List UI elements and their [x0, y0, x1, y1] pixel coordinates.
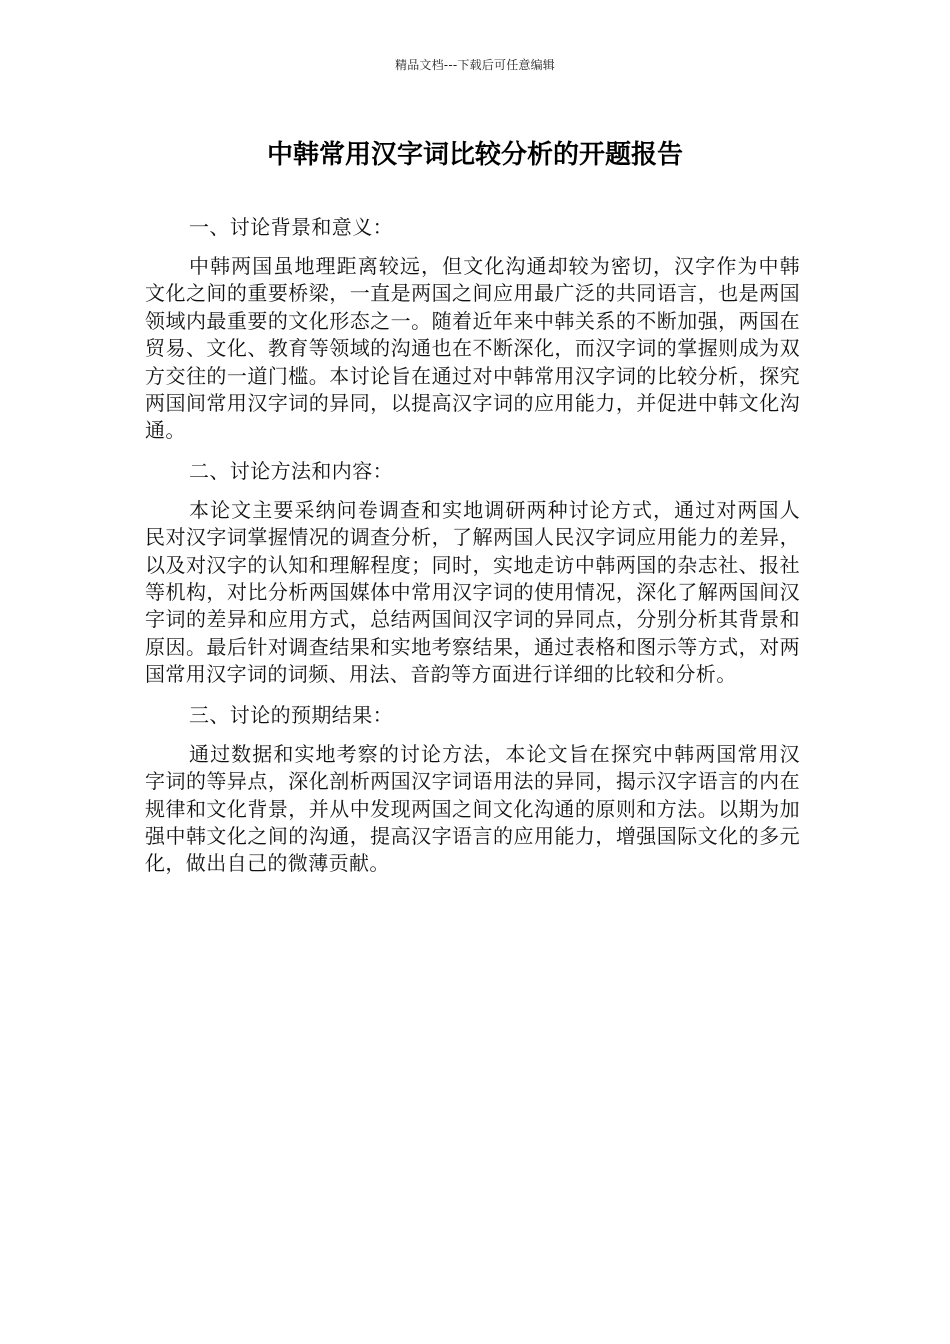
section-heading-expected-results: 三、讨论的预期结果：	[189, 702, 393, 727]
section-paragraph-background: 中韩两国虽地理距离较远，但文化沟通却较为密切，汉字作为中韩文化之间的重要桥梁，一直是两国之间应用最广泛的共同语言，也是两国领域内最重要的文化形态之一。随着近年来中韩关系的不断加强，两国在贸易、文化、教育等领域的沟通也在不断深化，而汉字词的掌握则成为双方交往的一道门槛。本讨论旨在通过对中韩常用汉字词的比较分析，探究两国间常用汉字词的异同，以提高汉字词的应用能力，并促进中韩文化沟通。	[145, 254, 800, 443]
header-note: 精品文档---下载后可任意编辑	[395, 58, 555, 72]
section-heading-background: 一、讨论背景和意义：	[189, 215, 393, 239]
section-heading-methods: 二、讨论方法和内容：	[189, 458, 393, 483]
section-paragraph-methods: 本论文主要采纳问卷调查和实地调研两种讨论方式，通过对两国人民对汉字词掌握情况的调查分析，了解两国人民汉字词应用能力的差异，以及对汉字的认知和理解程度；同时，实地走访中韩两国的杂志社、报社等机构，对比分析两国媒体中常用汉字词的使用情况，深化了解两国间汉字词的差异和应用方式，总结两国间汉字词的异同点，分别分析其背景和原因。最后针对调查结果和实地考察结果，通过表格和图示等方式，对两国常用汉字词的词频、用法、音韵等方面进行详细的比较和分析。	[145, 497, 800, 687]
document-title: 中韩常用汉字词比较分析的开题报告	[266, 140, 683, 170]
document-body	[145, 213, 800, 890]
section-paragraph-expected-results: 通过数据和实地考察的讨论方法，本论文旨在探究中韩两国常用汉字词的等异点，深化剖析两国汉字词语用法的异同，揭示汉字语言的内在规律和文化背景，并从中发现两国之间文化沟通的原则和方法。以期为加强中韩文化之间的沟通，提高汉字语言的应用能力，增强国际文化的多元化，做出自己的微薄贡献。	[145, 741, 800, 876]
